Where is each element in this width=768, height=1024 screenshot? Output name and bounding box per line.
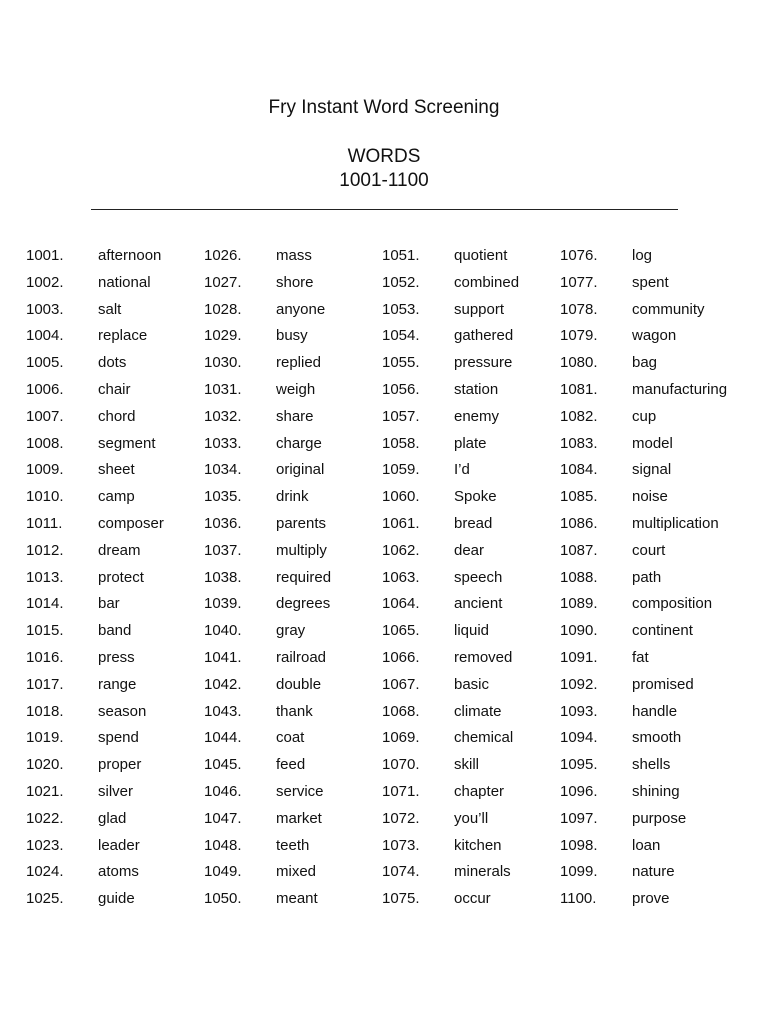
word-text: parents	[276, 514, 327, 532]
word-text: replace	[98, 327, 148, 345]
word-text: proper	[98, 756, 142, 774]
word-number: 1038.	[204, 568, 242, 586]
word-text: drink	[276, 488, 309, 506]
word-number: 1031.	[204, 380, 242, 398]
word-text: atoms	[98, 863, 139, 881]
word-text: occur	[454, 890, 491, 908]
word-text: liquid	[454, 622, 490, 640]
word-number: 1055.	[382, 354, 420, 372]
word-text: double	[276, 675, 322, 693]
word-number: 1022.	[26, 809, 64, 827]
word-text: path	[632, 568, 662, 586]
word-number: 1095.	[560, 756, 598, 774]
word-number: 1034.	[204, 461, 242, 479]
word-number: 1078.	[560, 300, 598, 318]
word-number: 1080.	[560, 354, 598, 372]
word-number: 1033.	[204, 434, 242, 452]
word-text: smooth	[632, 729, 682, 747]
word-number: 1053.	[382, 300, 420, 318]
word-text: composer	[98, 514, 164, 532]
word-number: 1039.	[204, 595, 242, 613]
word-number: 1016.	[26, 648, 64, 666]
word-text: shore	[276, 273, 314, 291]
word-text: railroad	[276, 648, 327, 666]
word-number: 1026.	[204, 247, 242, 264]
word-text: segment	[98, 434, 156, 452]
word-number: 1023.	[26, 836, 64, 854]
word-number: 1020.	[26, 756, 64, 774]
word-text: gathered	[454, 327, 514, 345]
word-number: 1093.	[560, 702, 598, 720]
word-number: 1096.	[560, 782, 598, 800]
word-number: 1063.	[382, 568, 420, 586]
word-number: 1067.	[382, 675, 420, 693]
word-number: 1098.	[560, 836, 598, 854]
word-number: 1025.	[26, 890, 64, 908]
word-number: 1075.	[382, 890, 420, 908]
word-number: 1051.	[382, 247, 420, 264]
word-number: 1042.	[204, 675, 242, 693]
word-text: leader	[98, 836, 140, 854]
word-text: combined	[454, 273, 520, 291]
word-text: chord	[98, 407, 136, 425]
word-number: 1014.	[26, 595, 64, 613]
word-number: 1047.	[204, 809, 242, 827]
word-text: plate	[454, 434, 487, 452]
word-text: model	[632, 434, 673, 452]
word-text: community	[632, 300, 705, 318]
word-text: glad	[98, 809, 127, 827]
word-number: 1045.	[204, 756, 242, 774]
word-text: wagon	[632, 327, 677, 345]
word-text: prove	[632, 890, 670, 908]
word-number: 1077.	[560, 273, 598, 291]
word-text: speech	[454, 568, 503, 586]
word-number: 1085.	[560, 488, 598, 506]
word-number: 1056.	[382, 380, 420, 398]
word-number: 1070.	[382, 756, 420, 774]
word-number: 1040.	[204, 622, 242, 640]
word-text: coat	[276, 729, 305, 747]
word-number: 1086.	[560, 514, 598, 532]
word-number: 1100.	[560, 890, 597, 908]
word-text: you’ll	[454, 809, 489, 827]
divider-line	[91, 209, 678, 210]
word-number: 1092.	[560, 675, 598, 693]
word-number: 1032.	[204, 407, 242, 425]
word-number: 1052.	[382, 273, 420, 291]
word-text: bag	[632, 354, 658, 372]
word-number: 1087.	[560, 541, 598, 559]
word-number: 1004.	[26, 327, 64, 345]
word-text: press	[98, 648, 135, 666]
word-text: bar	[98, 595, 120, 613]
word-text: court	[632, 541, 666, 559]
word-text: salt	[98, 300, 122, 318]
word-text: fat	[632, 648, 649, 666]
word-text: removed	[454, 648, 513, 666]
word-number: 1073.	[382, 836, 420, 854]
page-subtitle: WORDS	[347, 146, 421, 167]
page-title: Fry Instant Word Screening	[268, 97, 500, 118]
word-text: dream	[98, 541, 141, 559]
word-text: continent	[632, 622, 693, 640]
word-number: 1064.	[382, 595, 420, 613]
word-number: 1029.	[204, 327, 242, 345]
word-text: protect	[98, 568, 144, 586]
word-number: 1037.	[204, 541, 242, 559]
word-number: 1054.	[382, 327, 420, 345]
word-number: 1008.	[26, 434, 64, 452]
word-text: national	[98, 273, 151, 291]
word-text: minerals	[454, 863, 511, 881]
word-text: mixed	[276, 863, 317, 881]
word-number: 1005.	[26, 354, 64, 372]
word-number: 1057.	[382, 407, 420, 425]
word-number: 1003.	[26, 300, 64, 318]
word-number: 1068.	[382, 702, 420, 720]
word-text: bread	[454, 514, 493, 532]
word-number: 1010.	[26, 488, 64, 506]
word-text: multiplication	[632, 514, 719, 532]
word-text: sheet	[98, 461, 135, 479]
word-text: thank	[276, 702, 313, 720]
word-number: 1061.	[382, 514, 420, 532]
word-number: 1006.	[26, 380, 64, 398]
word-number: 1012.	[26, 541, 64, 559]
word-text: signal	[632, 461, 672, 479]
word-text: afternoon	[98, 247, 162, 264]
word-text: quotient	[454, 247, 508, 264]
word-text: anyone	[276, 300, 326, 318]
word-text: original	[276, 461, 325, 479]
word-number: 1046.	[204, 782, 242, 800]
word-range: 1001-1100	[339, 170, 429, 191]
word-number: 1041.	[204, 648, 242, 666]
word-text: promised	[632, 675, 694, 693]
word-number: 1094.	[560, 729, 598, 747]
word-number: 1059.	[382, 461, 420, 479]
word-text: composition	[632, 595, 713, 613]
word-number: 1081.	[560, 380, 598, 398]
word-number: 1099.	[560, 863, 598, 881]
word-text: log	[632, 247, 653, 264]
word-text: cup	[632, 407, 657, 425]
word-text: mass	[276, 247, 312, 264]
word-number: 1091.	[560, 648, 598, 666]
word-text: guide	[98, 890, 135, 908]
word-number: 1066.	[382, 648, 420, 666]
word-text: dots	[98, 354, 127, 372]
word-text: silver	[98, 782, 134, 800]
word-text: season	[98, 702, 147, 720]
word-text: I’d	[454, 461, 470, 479]
word-number: 1088.	[560, 568, 598, 586]
word-number: 1074.	[382, 863, 420, 881]
word-text: noise	[632, 488, 668, 506]
word-text: Spoke	[454, 488, 497, 506]
word-number: 1083.	[560, 434, 598, 452]
word-number: 1076.	[560, 247, 598, 264]
word-text: support	[454, 300, 505, 318]
word-text: chemical	[454, 729, 514, 747]
word-number: 1019.	[26, 729, 64, 747]
word-text: kitchen	[454, 836, 502, 854]
word-text: ancient	[454, 595, 503, 613]
word-number: 1035.	[204, 488, 242, 506]
word-text: band	[98, 622, 132, 640]
word-number: 1065.	[382, 622, 420, 640]
word-text: required	[276, 568, 332, 586]
word-text: degrees	[276, 595, 331, 613]
word-text: station	[454, 380, 499, 398]
word-text: chapter	[454, 782, 505, 800]
word-number: 1071.	[382, 782, 420, 800]
word-number: 1027.	[204, 273, 242, 291]
word-text: chair	[98, 380, 131, 398]
word-number: 1015.	[26, 622, 64, 640]
word-text: shells	[632, 756, 671, 774]
word-number: 1009.	[26, 461, 64, 479]
word-number: 1013.	[26, 568, 64, 586]
word-number: 1017.	[26, 675, 64, 693]
word-number: 1079.	[560, 327, 598, 345]
word-text: purpose	[632, 809, 687, 827]
word-text: service	[276, 782, 324, 800]
word-text: nature	[632, 863, 675, 881]
word-number: 1011.	[26, 514, 63, 532]
word-number: 1048.	[204, 836, 242, 854]
word-number: 1043.	[204, 702, 242, 720]
word-number: 1058.	[382, 434, 420, 452]
word-number: 1036.	[204, 514, 242, 532]
word-text: loan	[632, 836, 661, 854]
word-number: 1024.	[26, 863, 64, 881]
word-text: enemy	[454, 407, 500, 425]
word-text: shining	[632, 782, 680, 800]
word-number: 1001.	[26, 247, 64, 264]
word-number: 1050.	[204, 890, 242, 908]
word-text: share	[276, 407, 314, 425]
word-text: pressure	[454, 354, 513, 372]
word-text: busy	[276, 327, 308, 345]
word-text: meant	[276, 890, 318, 908]
word-text: gray	[276, 622, 306, 640]
word-number: 1049.	[204, 863, 242, 881]
word-number: 1082.	[560, 407, 598, 425]
word-text: teeth	[276, 836, 310, 854]
word-number: 1090.	[560, 622, 598, 640]
word-number: 1062.	[382, 541, 420, 559]
word-number: 1069.	[382, 729, 420, 747]
word-text: camp	[98, 488, 135, 506]
word-number: 1007.	[26, 407, 64, 425]
word-number: 1044.	[204, 729, 242, 747]
word-text: replied	[276, 354, 322, 372]
word-number: 1089.	[560, 595, 598, 613]
word-text: dear	[454, 541, 485, 559]
word-number: 1021.	[26, 782, 64, 800]
word-number: 1028.	[204, 300, 242, 318]
word-text: market	[276, 809, 322, 827]
word-text: manufacturing	[632, 380, 728, 398]
word-number: 1030.	[204, 354, 242, 372]
word-number: 1084.	[560, 461, 598, 479]
word-text: spent	[632, 273, 669, 291]
word-text: feed	[276, 756, 306, 774]
word-text: climate	[454, 702, 502, 720]
word-number: 1072.	[382, 809, 420, 827]
word-text: weigh	[276, 380, 316, 398]
word-text: multiply	[276, 541, 327, 559]
word-text: spend	[98, 729, 139, 747]
word-text: skill	[454, 756, 479, 774]
word-text: handle	[632, 702, 678, 720]
word-text: basic	[454, 675, 490, 693]
word-number: 1002.	[26, 273, 64, 291]
word-number: 1018.	[26, 702, 64, 720]
word-text: range	[98, 675, 137, 693]
word-number: 1060.	[382, 488, 420, 506]
word-number: 1097.	[560, 809, 598, 827]
word-text: charge	[276, 434, 322, 452]
